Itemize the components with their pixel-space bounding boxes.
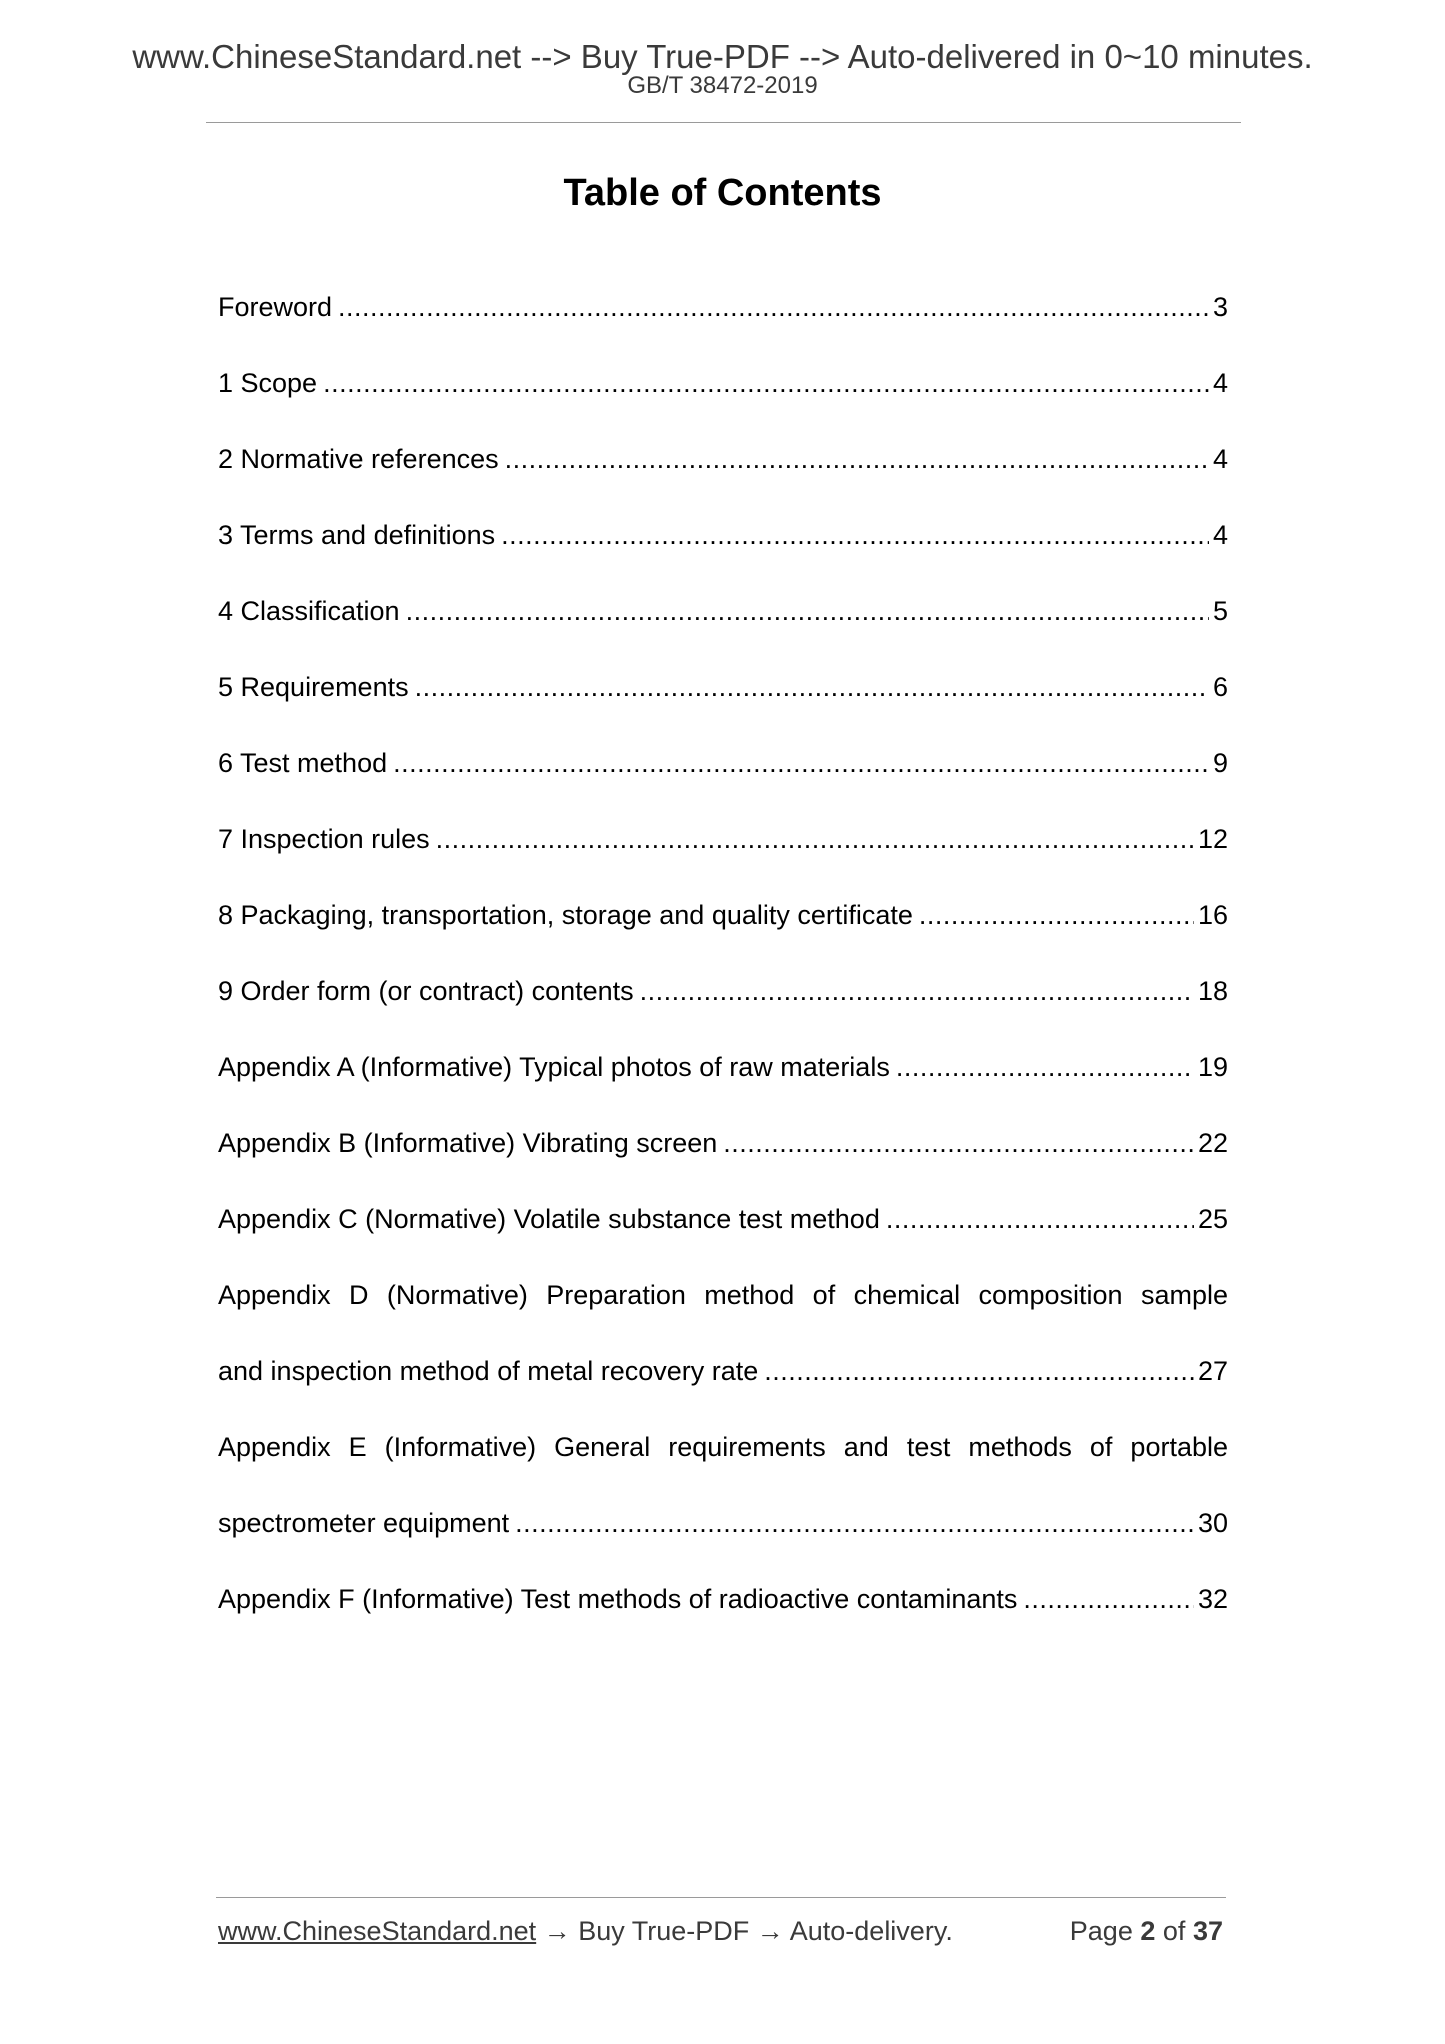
toc-entry-label: 9 Order form (or contract) contents	[218, 976, 634, 1006]
toc-entry-label: Appendix C (Normative) Volatile substance test method	[218, 1204, 880, 1234]
toc-entry-label: 5 Requirements	[218, 672, 409, 702]
footer-tagline-text: → Buy True-PDF → Auto-delivery.	[536, 1916, 953, 1946]
footer-site-link[interactable]: www.ChineseStandard.net	[218, 1916, 537, 1946]
toc-entry-terms-definitions[interactable]	[218, 516, 1228, 592]
toc-dot-leader	[436, 820, 1194, 858]
toc-entry-test-method[interactable]	[218, 744, 1228, 820]
toc-entry-label: and inspection method of metal recovery rate	[218, 1356, 759, 1386]
toc-entry-appendix-d-line2[interactable]	[218, 1352, 1228, 1428]
toc-dot-leader	[896, 1048, 1194, 1086]
toc-dot-leader	[723, 1124, 1194, 1162]
toc-entry-appendix-e-line2[interactable]	[218, 1504, 1228, 1580]
page-current: 2	[1140, 1916, 1156, 1946]
toc-entry-appendix-b[interactable]	[218, 1124, 1228, 1200]
toc-entry-label: Appendix F (Informative) Test methods of radioactive contaminants	[218, 1584, 1018, 1614]
toc-entry-label: 2 Normative references	[218, 444, 499, 474]
toc-entry-foreword[interactable]	[218, 288, 1228, 364]
toc-entry-appendix-f[interactable]	[218, 1580, 1228, 1656]
toc-dot-leader	[1023, 1580, 1194, 1618]
header-divider	[206, 122, 1241, 123]
toc-entry-appendix-a[interactable]	[218, 1048, 1228, 1124]
toc-entry-label: spectrometer equipment	[218, 1508, 510, 1538]
toc-entry-requirements[interactable]	[218, 668, 1228, 744]
footer-divider	[216, 1897, 1226, 1898]
toc-entry-label: Appendix E (Informative) General requirements and test methods of portable	[218, 1432, 1228, 1462]
toc-page-number: 32	[1197, 1584, 1228, 1614]
toc-entry-label: Appendix B (Informative) Vibrating screen	[218, 1128, 718, 1158]
toc-entry-scope[interactable]	[218, 364, 1228, 440]
toc-dot-leader	[764, 1352, 1194, 1390]
toc-dot-leader	[515, 1504, 1194, 1542]
toc-page-number: 19	[1197, 1052, 1228, 1082]
toc-dot-leader	[886, 1200, 1194, 1238]
toc-page-number: 4	[1212, 368, 1228, 398]
toc-entry-label: Foreword	[218, 292, 333, 322]
toc-page-number: 4	[1212, 444, 1228, 474]
toc-page-number: 12	[1197, 824, 1228, 854]
toc-entry-classification[interactable]	[218, 592, 1228, 668]
header-banner: www.ChineseStandard.net --> Buy True-PDF --> Auto-delivered in 0~10 minutes.	[132, 38, 1313, 75]
toc-dot-leader	[406, 592, 1209, 630]
toc-entry-inspection-rules[interactable]	[218, 820, 1228, 896]
toc-page-number: 6	[1212, 672, 1228, 702]
toc-page-number: 4	[1212, 520, 1228, 550]
toc-entry-label: 6 Test method	[218, 748, 388, 778]
toc-page-number: 3	[1212, 292, 1228, 322]
page-indicator	[1048, 1914, 1223, 1948]
toc-dot-leader	[919, 896, 1194, 934]
toc-page-number: 25	[1197, 1204, 1228, 1234]
toc-dot-leader	[323, 364, 1209, 402]
toc-dot-leader	[415, 668, 1209, 706]
toc-dot-leader	[393, 744, 1209, 782]
footer-tagline	[218, 1914, 953, 1948]
document-code: GB/T 38472-2019	[627, 72, 818, 99]
toc-page-number: 16	[1197, 900, 1228, 930]
toc-entry-label: 4 Classification	[218, 596, 400, 626]
toc-page-number: 30	[1197, 1508, 1228, 1538]
toc-entry-appendix-d-line1[interactable]	[218, 1276, 1228, 1352]
toc-page-number: 9	[1212, 748, 1228, 778]
toc-entry-label: Appendix D (Normative) Preparation method of chemical composition sample	[218, 1280, 1228, 1310]
toc-page-number: 27	[1197, 1356, 1228, 1386]
toc-entry-label: 3 Terms and definitions	[218, 520, 496, 550]
toc-entry-normative-references[interactable]	[218, 440, 1228, 516]
toc-entry-label: 8 Packaging, transportation, storage and quality certificate	[218, 900, 913, 930]
toc-dot-leader	[338, 288, 1209, 326]
toc-dot-leader	[501, 516, 1209, 554]
toc-title: Table of Contents	[563, 172, 882, 214]
page-of-label: of	[1162, 1916, 1186, 1946]
toc-dot-leader	[505, 440, 1209, 478]
toc-page-number: 18	[1197, 976, 1228, 1006]
table-of-contents	[218, 288, 1228, 1656]
page-total: 37	[1192, 1916, 1223, 1946]
toc-entry-label: 1 Scope	[218, 368, 318, 398]
toc-entry-packaging[interactable]	[218, 896, 1228, 972]
toc-dot-leader	[640, 972, 1194, 1010]
toc-entry-label: Appendix A (Informative) Typical photos of raw materials	[218, 1052, 890, 1082]
toc-entry-appendix-c[interactable]	[218, 1200, 1228, 1276]
toc-page-number: 5	[1212, 596, 1228, 626]
toc-entry-appendix-e-line1[interactable]	[218, 1428, 1228, 1504]
toc-page-number: 22	[1197, 1128, 1228, 1158]
page-label: Page	[1069, 1916, 1133, 1946]
toc-entry-label: 7 Inspection rules	[218, 824, 430, 854]
toc-entry-order-form[interactable]	[218, 972, 1228, 1048]
